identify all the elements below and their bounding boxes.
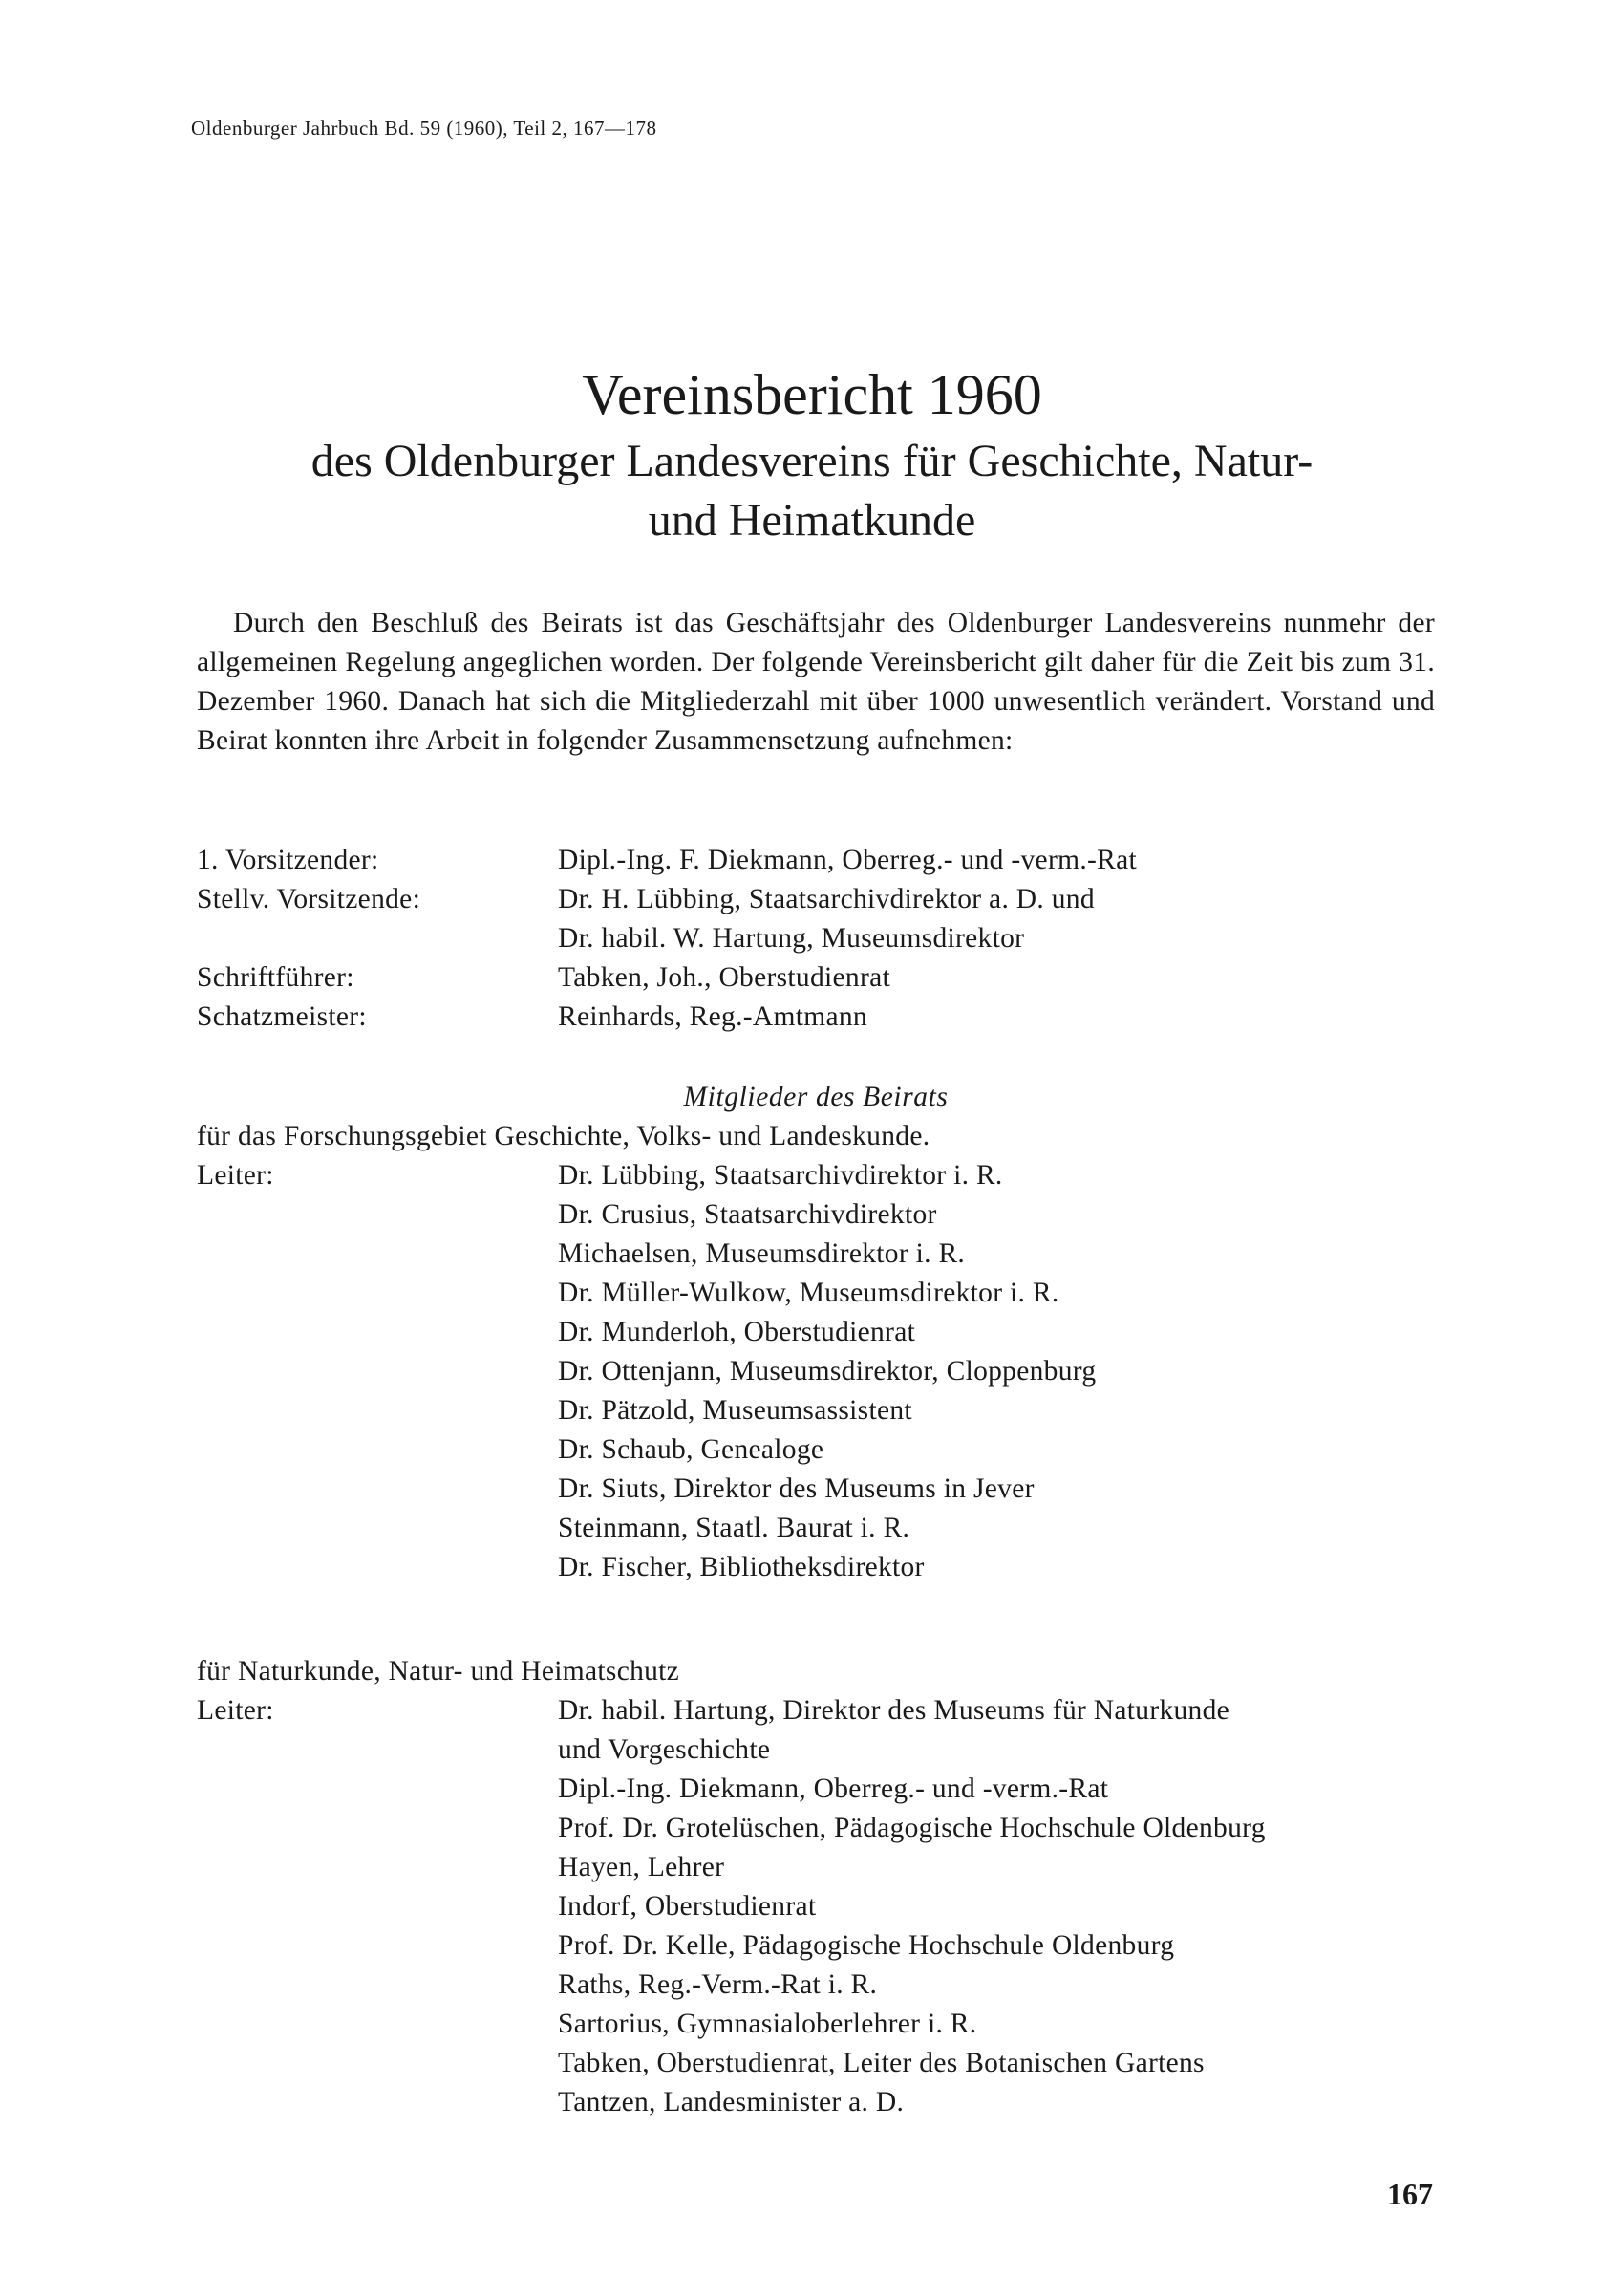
officer-row xyxy=(197,958,1435,998)
member-name: Tantzen, Landesminister a. D. xyxy=(558,2087,905,2118)
page-subtitle-line-2: und Heimatkunde xyxy=(648,495,976,546)
member-name: und Vorgeschichte xyxy=(558,1734,771,1765)
officer-name: Dr. habil. W. Hartung, Museumsdirektor xyxy=(558,923,1025,954)
section-label-nature: für Naturkunde, Natur- und Heimatschutz xyxy=(197,1656,680,1687)
page-number: 167 xyxy=(1387,2177,1433,2211)
officer-row xyxy=(197,880,1435,958)
officers-list xyxy=(197,841,1435,1037)
page-title: Vereinsbericht 1960 xyxy=(582,363,1042,426)
officer-name: Dr. H. Lübbing, Staatsarchivdirektor a. D. und xyxy=(558,884,1095,914)
member-name: Dr. Müller-Wulkow, Museumsdirektor i. R. xyxy=(558,1278,1059,1308)
intro-text: Durch den Beschluß des Beirats ist das Geschäftsjahr des Oldenburger Landesvereins nunmehr der allgemeinen Regelung angeglichen worden. Der folgende Vereinsbericht gilt daher für die Zeit bis zum 31. Dezember 1960. Danach hat sich die Mitgliederzahl mit über 1000 unwesentlich verändert. Vorstand und Beirat konnten ihre Arbeit in folgender Zusammensetzung aufnehmen: xyxy=(197,608,1435,756)
page-subtitle-line-1: des Oldenburger Landesvereins für Geschichte, Natur- xyxy=(310,436,1314,486)
member-name: Dr. habil. Hartung, Direktor des Museums für Naturkunde xyxy=(558,1695,1230,1726)
member-name: Dipl.-Ing. Diekmann, Oberreg.- und -verm.-Rat xyxy=(558,1774,1109,1804)
officer-row xyxy=(197,841,1435,880)
member-list xyxy=(558,1691,1435,2122)
section-nature-members xyxy=(197,1691,1435,2122)
officer-row xyxy=(197,998,1435,1037)
member-name: Raths, Reg.-Verm.-Rat i. R. xyxy=(558,1969,878,2000)
intro-paragraph xyxy=(197,604,1435,761)
title-block xyxy=(191,363,1433,550)
member-name: Hayen, Lehrer xyxy=(558,1852,725,1882)
officer-role: Schatzmeister: xyxy=(197,1001,367,1032)
member-name: Prof. Dr. Kelle, Pädagogische Hochschule Oldenburg xyxy=(558,1930,1175,1961)
beirat-heading: Mitglieder des Beirats xyxy=(683,1082,949,1112)
officer-role: Schriftführer: xyxy=(197,962,354,993)
section-history-members xyxy=(197,1156,1435,1587)
member-name: Michaelsen, Museumsdirektor i. R. xyxy=(558,1238,966,1269)
member-name: Steinmann, Staatl. Baurat i. R. xyxy=(558,1513,910,1543)
member-list xyxy=(558,1156,1435,1587)
running-head: Oldenburger Jahrbuch Bd. 59 (1960), Teil 2, 167—178 xyxy=(191,117,657,140)
member-name: Tabken, Oberstudienrat, Leiter des Botanischen Gartens xyxy=(558,2048,1205,2078)
member-name: Dr. Schaub, Genealoge xyxy=(558,1434,824,1465)
member-name: Sartorius, Gymnasialoberlehrer i. R. xyxy=(558,2009,977,2039)
officer-role: 1. Vorsitzender: xyxy=(197,845,379,875)
member-name: Dr. Fischer, Bibliotheksdirektor xyxy=(558,1552,925,1582)
member-name: Dr. Siuts, Direktor des Museums in Jever xyxy=(558,1473,1035,1504)
member-name: Dr. Crusius, Staatsarchivdirektor xyxy=(558,1199,937,1230)
officer-name: Dipl.-Ing. F. Diekmann, Oberreg.- und -verm.-Rat xyxy=(558,845,1137,875)
member-name: Dr. Pätzold, Museumsassistent xyxy=(558,1395,912,1426)
member-name: Dr. Ottenjann, Museumsdirektor, Cloppenburg xyxy=(558,1356,1097,1387)
section-label-history: für das Forschungsgebiet Geschichte, Volks- und Landeskunde. xyxy=(197,1121,930,1151)
officer-name: Reinhards, Reg.-Amtmann xyxy=(558,1001,867,1032)
section-role: Leiter: xyxy=(197,1695,274,1726)
officer-role: Stellv. Vorsitzende: xyxy=(197,884,421,914)
member-name: Dr. Munderloh, Oberstudienrat xyxy=(558,1317,916,1347)
officer-name: Tabken, Joh., Oberstudienrat xyxy=(558,962,890,993)
member-name: Indorf, Oberstudienrat xyxy=(558,1891,817,1922)
section-role: Leiter: xyxy=(197,1160,274,1191)
member-name: Prof. Dr. Grotelüschen, Pädagogische Hochschule Oldenburg xyxy=(558,1813,1266,1843)
member-name: Dr. Lübbing, Staatsarchivdirektor i. R. xyxy=(558,1160,1003,1191)
